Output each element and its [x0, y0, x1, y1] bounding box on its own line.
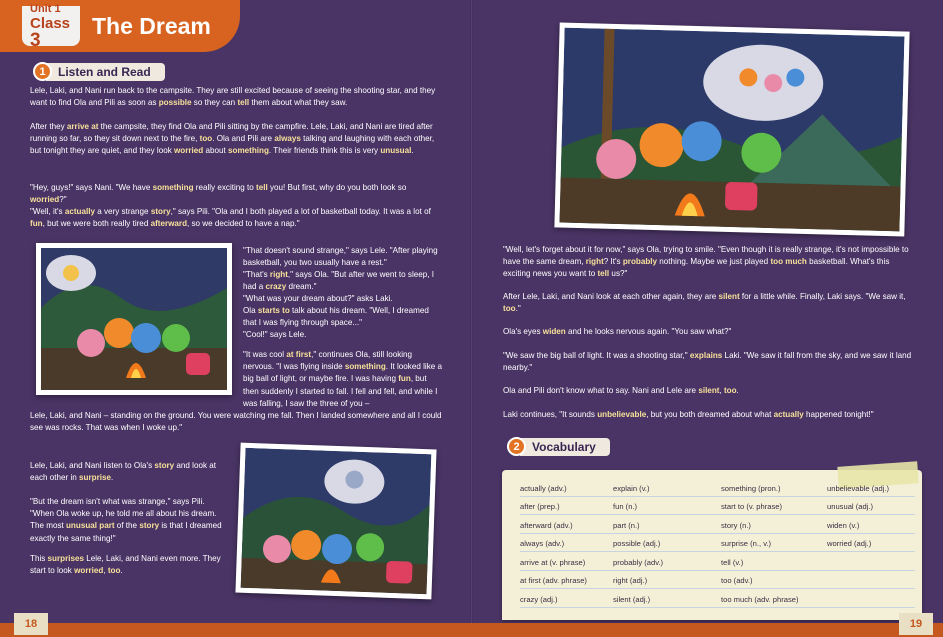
unit-class-badge [22, 2, 80, 51]
vocabulary-row [520, 552, 915, 571]
section-label: Listen and Read [46, 63, 165, 81]
story-paragraph-6: "That's right," says Ola. "But after we went to sleep, I had a crazy dream." [243, 270, 435, 292]
vocabulary-term [827, 604, 917, 607]
vocabulary-term: start to (v. phrase) [721, 502, 783, 511]
class-label [30, 15, 80, 50]
vocabulary-row [520, 478, 915, 497]
bottom-bar [0, 623, 943, 637]
story-paragraph-r1: "Well, let's forget about it for now," says Ola, trying to smile. "Even though it is really strange, it's not impossible to have the same dream, right? It's probably nothing. Maybe we just played too much basketball. What's this exciting news you want to tell us?" [503, 245, 909, 279]
vocabulary-term: arrive at (v. phrase) [520, 557, 586, 567]
vocabulary-term: always (adv.) [520, 539, 565, 548]
story-paragraph-1: Lele, Laki, and Nani run back to the campsite. They are still excited because of seeing the shooting star, and they want to find Ola and Pili as soon as possible so they can tell them about what they saw. [30, 86, 436, 108]
illustration-worried-friends [235, 443, 436, 600]
unit-label: Unit 1 [30, 2, 61, 15]
vocabulary-term: unusual (adj.) [827, 502, 874, 511]
campfire-night-illustration [560, 28, 905, 232]
vocabulary-term: surprise (n., v.) [721, 539, 772, 548]
story-paragraph-9: "Cool!" says Lele. [243, 330, 307, 339]
class-word: Class [30, 14, 71, 32]
vocabulary-term: right (adj.) [613, 576, 648, 585]
class-number: 3 [30, 29, 41, 51]
vocabulary-term: after (prep.) [520, 502, 560, 511]
story-paragraph-11: Lele, Laki, and Nani listen to Ola's story and look at each other in surprise. [30, 461, 217, 483]
section-listen-read [33, 62, 165, 81]
story-paragraph-r5: Ola and Pili don't know what to say. Nani and Lele are silent, too. [503, 386, 739, 395]
vocabulary-term: tell (v.) [721, 557, 744, 567]
story-paragraph-10a: "It was cool at first," continues Ola, still looking nervous. "I was flying inside something. It looked like a big ball of light, or maybe fire. I was having fun, but then suddenly I started to fall. I fell and fell, and while I was falling, I saw the three of you – [243, 350, 443, 408]
story-paragraph-2: After they arrive at the campsite, they find Ola and Pili sitting by the campfire. Lele, Laki, and Nani are tired after running so far, so they sit down next to the fire, too. Ola and Pili are always talking and laughing with each other, but tonight they are quiet, and they look worried about something. Their friends think this is very unusual. [30, 122, 435, 156]
vocabulary-row [520, 515, 915, 534]
page-title: The Dream [92, 12, 211, 39]
vocabulary-row [520, 571, 915, 590]
story-paragraph-r3: Ola's eyes widen and he looks nervous again. "You saw what?" [503, 327, 732, 336]
section-number: 1 [33, 62, 52, 81]
vocabulary-term: probably (adv.) [613, 557, 664, 567]
story-paragraph-r2: After Lele, Laki, and Nani look at each other again, they are silent for a little while. Finally, Laki says. "We saw it, too." [503, 292, 906, 314]
story-paragraph-r4: "We saw the big ball of light. It was a shooting star," explains Laki. "We saw it fall from the sky, and we saw it land nearby." [503, 351, 912, 373]
vocabulary-term: part (n.) [613, 520, 640, 530]
vocabulary-term: afterward (adv.) [520, 520, 573, 530]
story-paragraph-8: Ola starts to talk about his dream. "Well, I dreamed that I was flying through space..." [243, 306, 429, 328]
vocabulary-term: possible (adj.) [613, 539, 661, 548]
vocabulary-table [520, 478, 915, 608]
section-vocabulary [507, 437, 610, 456]
vocabulary-term: something (pron.) [721, 483, 781, 493]
vocabulary-term: at first (adv. phrase) [520, 576, 587, 585]
worried-friends-illustration [241, 448, 432, 594]
vocabulary-term: too (adv.) [721, 576, 753, 585]
unit-header [0, 0, 240, 52]
campfire-dream-illustration [41, 248, 227, 390]
story-paragraph-12: "But the dream isn't what was strange," says Pili. "When Ola woke up, he told me all about his dream. The most unusual part of the story is that I dreamed exactly the same thing!" [30, 497, 222, 543]
vocabulary-term [827, 585, 917, 588]
vocabulary-term: worried (adj.) [827, 539, 872, 548]
section-label: Vocabulary [520, 438, 610, 456]
vocabulary-term: story (n.) [721, 520, 751, 530]
vocabulary-row [520, 534, 915, 553]
vocabulary-term: crazy (adj.) [520, 594, 558, 604]
book-gutter [470, 0, 473, 637]
story-paragraph-5: "That doesn't sound strange," says Lele. "After playing basketball, you two usually have a rest." [243, 246, 438, 268]
illustration-campfire-night [554, 22, 909, 236]
vocabulary-term: silent (adj.) [613, 594, 651, 604]
vocabulary-term: unbelievable (adj.) [827, 483, 890, 493]
story-paragraph-3: "Hey, guys!" says Nani. "We have something really exciting to tell you! But first, why do you both look so worried?" [30, 183, 407, 205]
page-number-left: 18 [14, 613, 48, 635]
story-paragraph-13: This surprises Lele, Laki, and Nani even more. They start to look worried, too. [30, 554, 221, 576]
vocabulary-term: explain (v.) [613, 483, 650, 493]
vocabulary-term: too much (adv. phrase) [721, 594, 799, 604]
story-paragraph-7: "What was your dream about?" asks Laki. [243, 294, 393, 303]
section-number: 2 [507, 437, 526, 456]
vocabulary-row [520, 497, 915, 516]
story-paragraph-r6: Laki continues, "It sounds unbelievable, but you both dreamed about what actually happened tonight!" [503, 410, 874, 419]
page-number-right: 19 [899, 613, 933, 635]
story-paragraph-10b: Lele, Laki, and Nani – standing on the ground. You were watching me fall. Then I landed somewhere and all I could see was rocks. That was when I woke up." [30, 411, 442, 433]
vocabulary-term: widen (v.) [827, 520, 860, 530]
vocabulary-row [520, 589, 915, 608]
story-paragraph-4: "Well, it's actually a very strange story," says Pili. "Ola and I both played a lot of basketball today. It was a lot of fun, but we were both really tired afterward, so we decided to have a nap." [30, 207, 431, 229]
vocabulary-term: fun (n.) [613, 502, 638, 511]
illustration-dream-campfire [36, 243, 232, 395]
vocabulary-term: actually (adv.) [520, 483, 567, 493]
vocabulary-term [827, 567, 917, 570]
